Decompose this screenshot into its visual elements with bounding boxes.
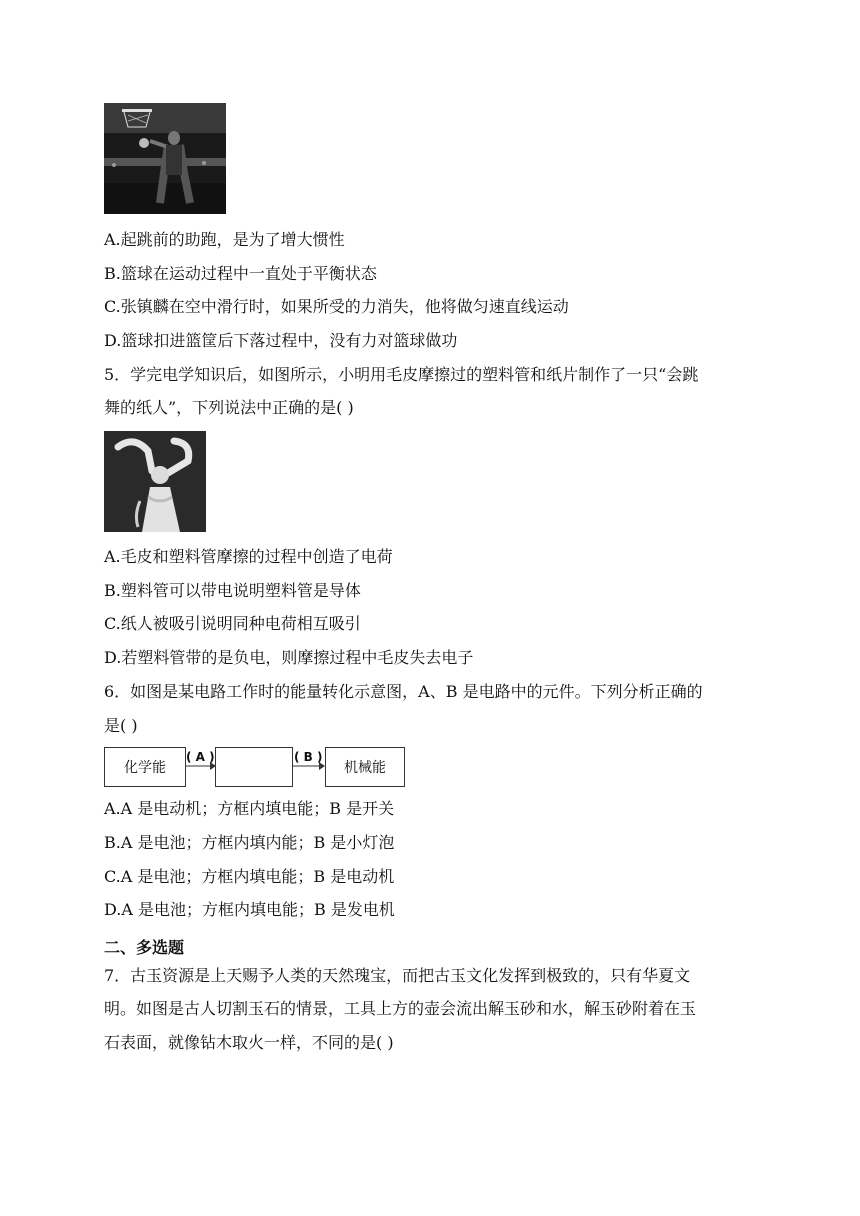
- basketball-dunk-icon: [104, 103, 226, 214]
- q6-option-d: D.A 是电池；方框内填电能；B 是发电机: [104, 900, 395, 919]
- q6-stem-line2: 是( ): [104, 716, 138, 735]
- q7-stem-line2: 明。如图是古人切割玉石的情景，工具上方的壶会流出解玉砂和水，解玉砂附着在玉: [104, 999, 697, 1018]
- q5-option-b: B.塑料管可以带电说明塑料管是导体: [104, 581, 361, 600]
- section-heading-multiple-choice: 二、多选题: [104, 938, 185, 957]
- diagram-box-blank: [215, 747, 293, 787]
- q7-stem-line3: 石表面，就像钻木取火一样，不同的是( ): [104, 1033, 394, 1052]
- q7-stem-line1: 7．古玉资源是上天赐予人类的天然瑰宝，而把古玉文化发挥到极致的，只有华夏文: [104, 966, 691, 985]
- basketball-dunk-photo: [104, 103, 226, 214]
- arrow-label-b: ( B ): [294, 750, 323, 764]
- q6-option-b: B.A 是电池；方框内填内能；B 是小灯泡: [104, 833, 395, 852]
- q5-stem-line2: 舞的纸人”，下列说法中正确的是( ): [104, 398, 354, 417]
- q6-option-c: C.A 是电池；方框内填电能；B 是电动机: [104, 867, 395, 886]
- q5-option-c: C.纸人被吸引说明同种电荷相互吸引: [104, 614, 361, 633]
- q6-stem-line1: 6．如图是某电路工作时的能量转化示意图，A、B 是电路中的元件。下列分析正确的: [104, 682, 703, 701]
- q6-option-a: A.A 是电动机；方框内填电能；B 是开关: [104, 799, 395, 818]
- q4-option-d: D.篮球扣进篮筐后下落过程中，没有力对篮球做功: [104, 331, 458, 350]
- dancing-paper-figure-photo: [104, 431, 206, 532]
- paper-figure-icon: [104, 431, 206, 532]
- arrow-label-a: ( A ): [186, 750, 215, 764]
- diagram-box-mechanical-energy: 机械能: [325, 747, 405, 787]
- diagram-box-chemical-energy: 化学能: [104, 747, 186, 787]
- q5-option-d: D.若塑料管带的是负电，则摩擦过程中毛皮失去电子: [104, 648, 474, 667]
- q4-option-a: A.起跳前的助跑，是为了增大惯性: [104, 230, 345, 249]
- q5-option-a: A.毛皮和塑料管摩擦的过程中创造了电荷: [104, 547, 393, 566]
- q5-stem-line1: 5．学完电学知识后，如图所示，小明用毛皮摩擦过的塑料管和纸片制作了一只“会跳: [104, 365, 699, 384]
- q4-option-c: C.张镇麟在空中滑行时，如果所受的力消失，他将做匀速直线运动: [104, 297, 569, 316]
- q4-option-b: B.篮球在运动过程中一直处于平衡状态: [104, 264, 377, 283]
